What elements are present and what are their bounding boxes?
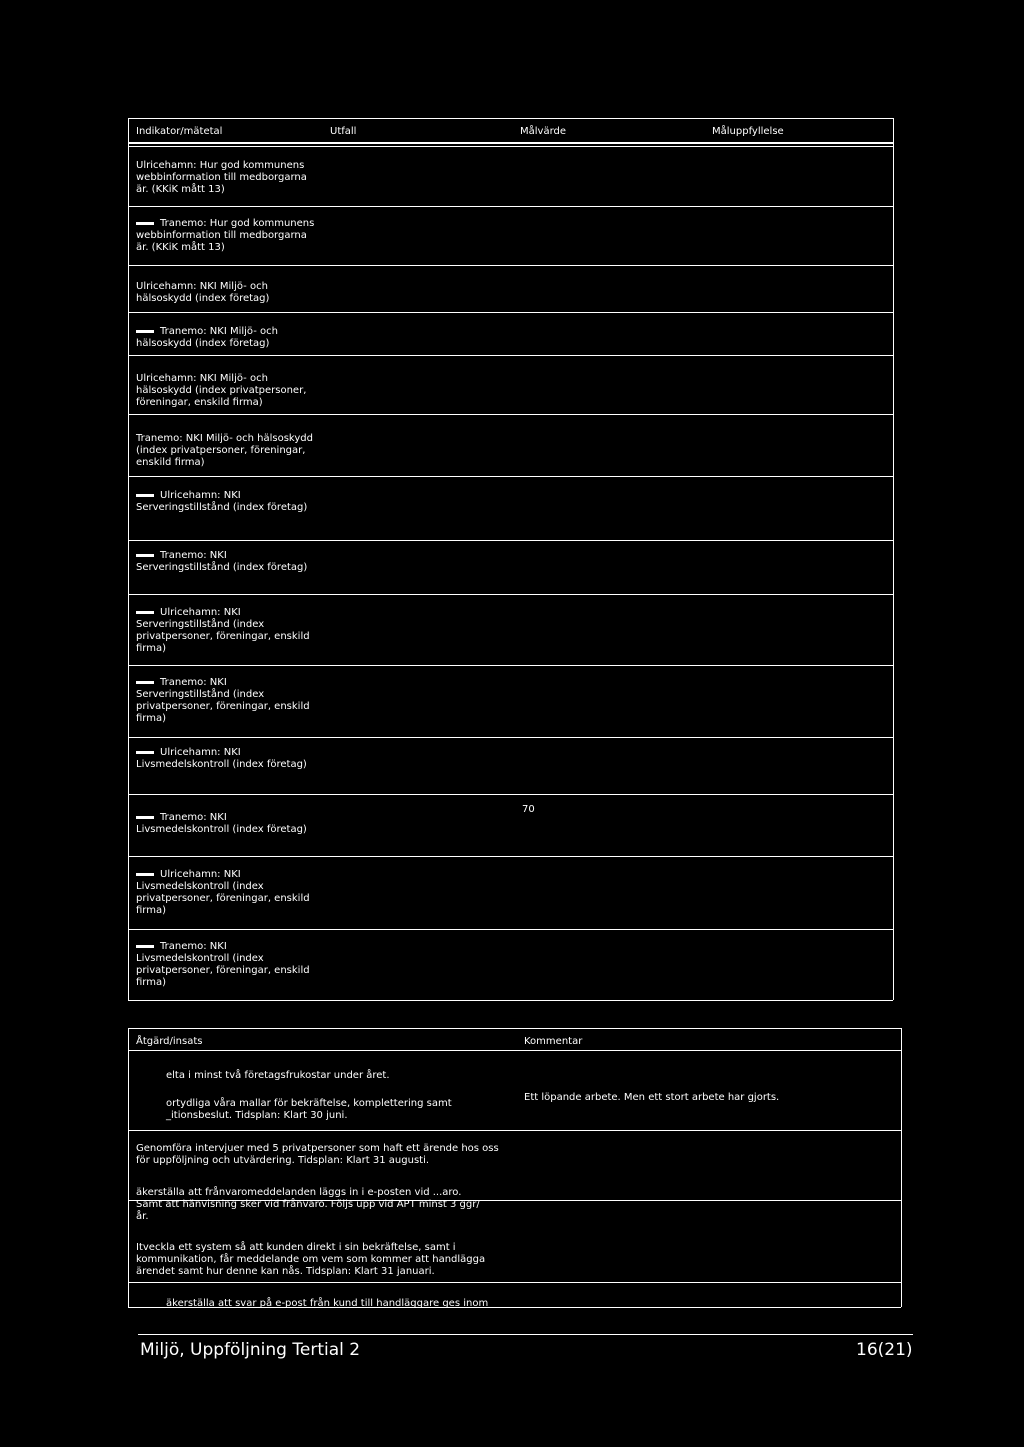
table-row: äkerställa att svar på e-post från kund till handläggare ges inom <box>166 1298 489 1309</box>
table-row: Tranemo: NKI Miljö- och hälsoskydd (index privatpersoner, föreningar, enskild firma) <box>136 433 313 468</box>
header-action: Åtgärd/insats <box>136 1036 203 1047</box>
table-row: Ulricehamn: Hur god kommunens webbinformation till medborgarna är. (KKiK mått 13) <box>136 160 307 195</box>
header-outcome: Utfall <box>330 126 357 137</box>
table-row: Tranemo: NKI Serveringstillstånd (index företag) <box>136 550 308 573</box>
page-number: 16(21) <box>856 1340 913 1360</box>
target-value: 70 <box>522 804 535 815</box>
table-row: Ulricehamn: NKI Livsmedelskontroll (index företag) <box>136 747 307 770</box>
table-row: Tranemo: Hur god kommunens webbinformation till medborgarna är. (KKiK mått 13) <box>136 218 315 253</box>
header-fulfilment: Måluppfyllelse <box>712 126 784 137</box>
table-row: Ulricehamn: NKI Miljö- och hälsoskydd (index företag) <box>136 281 270 304</box>
footer-title: Miljö, Uppföljning Tertial 2 <box>140 1340 361 1360</box>
table-row: Ulricehamn: NKI Serveringstillstånd (index företag) <box>136 490 308 513</box>
table-row: Tranemo: NKI Livsmedelskontroll (index privatpersoner, föreningar, enskild firma) <box>136 941 310 988</box>
table-row: Ulricehamn: NKI Miljö- och hälsoskydd (index privatpersoner, föreningar, enskild firma) <box>136 373 307 408</box>
table-row: äkerställa att frånvaromeddelanden läggs in i e-posten vid ...aro. Samt att hänvisning sker vid frånvaro. Följs upp vid APT minst 3 ggr/år. <box>136 1187 480 1222</box>
header-target: Målvärde <box>520 126 567 137</box>
table-row: Ulricehamn: NKI Serveringstillstånd (index privatpersoner, föreningar, enskild firma) <box>136 607 310 654</box>
table-row: Tranemo: NKI Serveringstillstånd (index privatpersoner, föreningar, enskild firma) <box>136 677 310 724</box>
comment-cell: Ett löpande arbete. Men ett stort arbete har gjorts. <box>524 1092 780 1103</box>
table-row: ortydliga våra mallar för bekräftelse, komplettering samt _itionsbeslut. Tidsplan: Klart 30 juni. <box>166 1098 452 1121</box>
table-row: Ulricehamn: NKI Livsmedelskontroll (index privatpersoner, föreningar, enskild firma) <box>136 869 310 916</box>
table-row: Genomföra intervjuer med 5 privatpersoner som haft ett ärende hos oss för uppföljning och utvärdering. Tidsplan: Klart 31 augusti. <box>136 1143 499 1166</box>
table-row: elta i minst två företagsfrukostar under året. <box>166 1070 390 1081</box>
table-row: Tranemo: NKI Livsmedelskontroll (index företag) <box>136 812 307 835</box>
header-comment: Kommentar <box>524 1036 583 1047</box>
table-row: Itveckla ett system så att kunden direkt i sin bekräftelse, samt i kommunikation, får meddelande om vem som kommer att handlägga ärendet samt hur denne kan nås. Tidsplan: Klart 31 januari. <box>136 1242 486 1277</box>
table-row: Tranemo: NKI Miljö- och hälsoskydd (index företag) <box>136 326 278 349</box>
header-indicator: Indikator/mätetal <box>136 126 223 137</box>
